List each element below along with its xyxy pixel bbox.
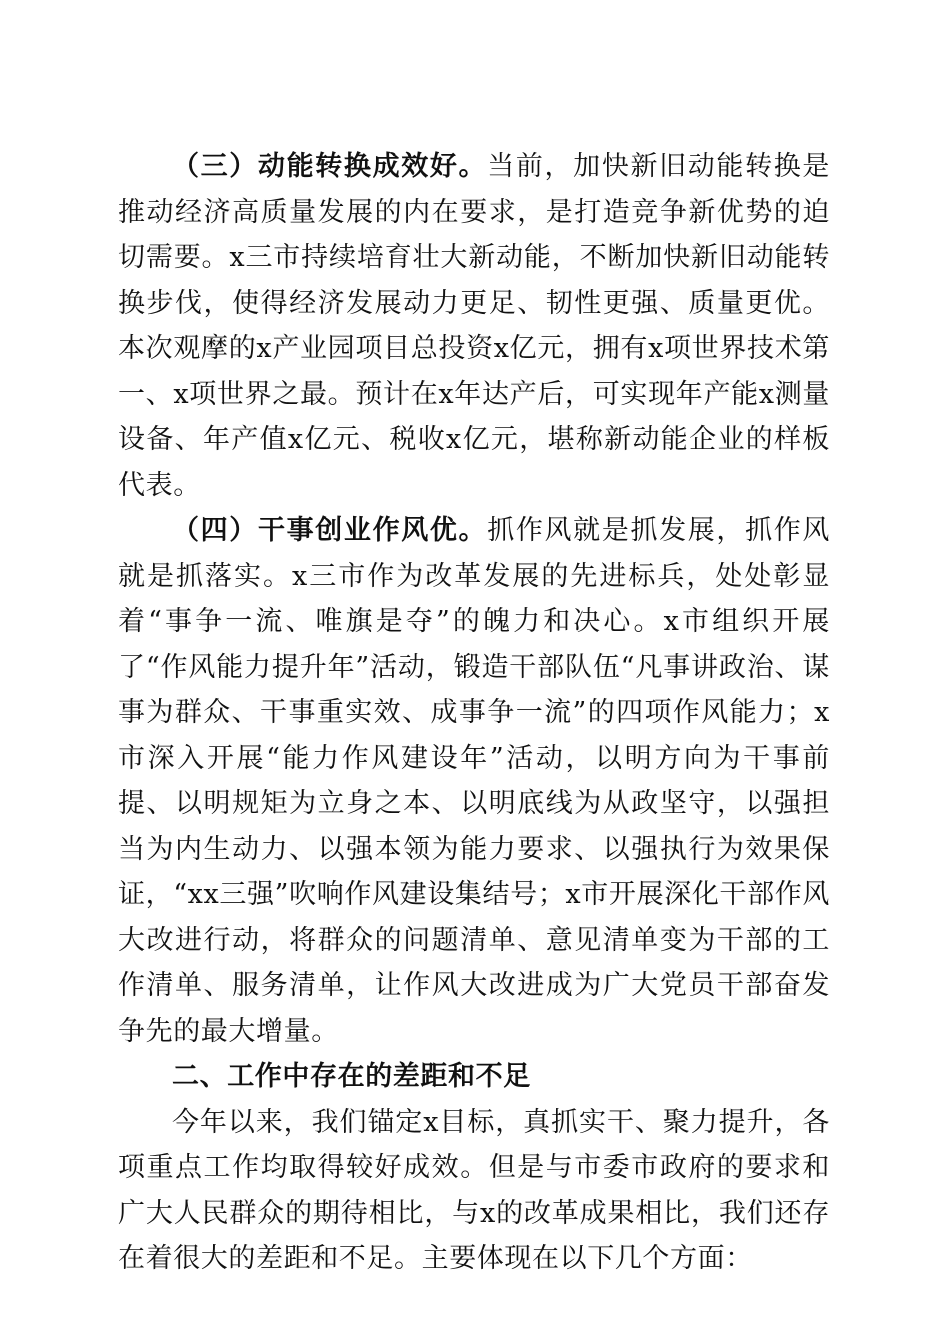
- paragraph-text: 抓作风就是抓发展，抓作风就是抓落实。x三市作为改革发展的先进标兵，处处彰显着“事争一流、唯旗是夺”的魄力和决心。x市组织开展了“作风能力提升年”活动，锻造干部队伍“凡事讲政治、谋事为群众、干事重实效、成事争一流”的四项作风能力；x市深入开展“能力作风建设年”活动，以明方向为干事前提、以明规矩为立身之本、以明底线为从政坚守，以强担当为内生动力、以强本领为能力要求、以强执行为效果保证，“xx三强”吹响作风建设集结号；x市开展深化干部作风大改进行动，将群众的问题清单、意见清单变为干部的工作清单、服务清单，让作风大改进成为广大党员干部奋发争先的最大增量。: [118, 515, 830, 1047]
- document-body: [118, 144, 830, 1282]
- paragraph-lead-heading: （四）干事创业作风优。: [172, 515, 488, 546]
- paragraph-momentum-conversion: [118, 144, 830, 508]
- paragraph-text: 当前，加快新旧动能转换是推动经济高质量发展的内在要求，是打造竞争新优势的迫切需要。x三市持续培育壮大新动能，不断加快新旧动能转换步伐，使得经济发展动力更足、韧性更强、质量更优。本次观摩的x产业园项目总投资x亿元，拥有x项世界技术第一、x项世界之最。预计在x年达产后，可实现年产能x测量设备、年产值x亿元、税收x亿元，堪称新动能企业的样板代表。: [118, 151, 830, 501]
- paragraph-lead-heading: （三）动能转换成效好。: [172, 151, 488, 182]
- section-heading: 二、工作中存在的差距和不足: [172, 1061, 531, 1092]
- paragraph-work-style: [118, 508, 830, 1054]
- paragraph-gaps-intro: 今年以来，我们锚定x目标，真抓实干、聚力提升，各项重点工作均取得较好成效。但是与市委市政府的要求和广大人民群众的期待相比，与x的改革成果相比，我们还存在着很大的差距和不足。主要体现在以下几个方面：: [118, 1106, 830, 1274]
